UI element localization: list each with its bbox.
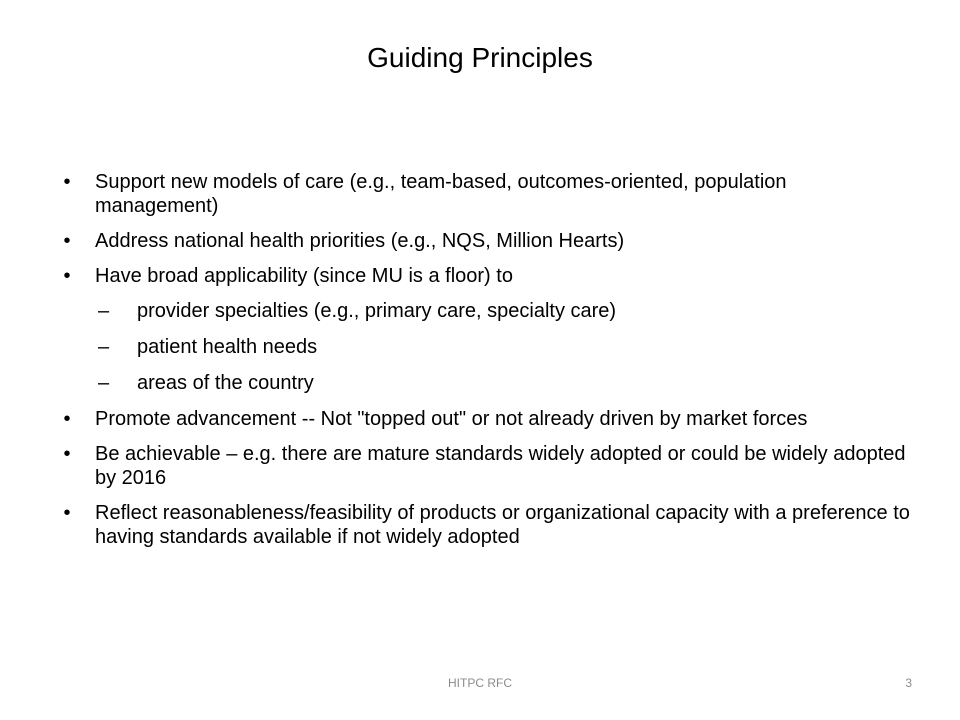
dash-marker: – [98,300,110,322]
sub-bullet-item [60,299,910,323]
bullet-text: Address national health priorities (e.g., NQS, Million Hearts) [95,230,625,252]
bullet-list [60,170,910,560]
page-number: 3 [905,676,912,690]
bullet-item [60,264,910,288]
bullet-text: Have broad applicability (since MU is a floor) to [95,265,513,287]
sub-bullet-text: provider specialties (e.g., primary care, specialty care) [137,300,617,322]
bullet-item [60,501,910,549]
bullet-text: Be achievable – e.g. there are mature standards widely adopted or could be widely adopted by 2016 [95,443,906,489]
bullet-item [60,407,910,431]
bullet-marker: • [63,443,71,465]
bullet-item [60,229,910,253]
slide-title: Guiding Principles [367,42,593,73]
bullet-marker: • [63,408,71,430]
bullet-item [60,170,910,218]
sub-bullet-item [60,335,910,359]
footer-label: HITPC RFC [448,676,512,690]
bullet-text: Promote advancement -- Not "topped out" or not already driven by market forces [95,408,808,430]
bullet-text: Support new models of care (e.g., team-based, outcomes-oriented, population management) [95,171,787,217]
bullet-marker: • [63,502,71,524]
dash-marker: – [98,336,110,358]
dash-marker: – [98,372,110,394]
bullet-marker: • [63,171,71,193]
bullet-item [60,442,910,490]
bullet-marker: • [63,265,71,287]
sub-bullet-text: patient health needs [137,336,318,358]
sub-bullet-text: areas of the country [137,372,314,394]
bullet-marker: • [63,230,71,252]
sub-bullet-item [60,371,910,395]
bullet-text: Reflect reasonableness/feasibility of products or organizational capacity with a preference to having standards available if not widely adopted [95,502,910,548]
